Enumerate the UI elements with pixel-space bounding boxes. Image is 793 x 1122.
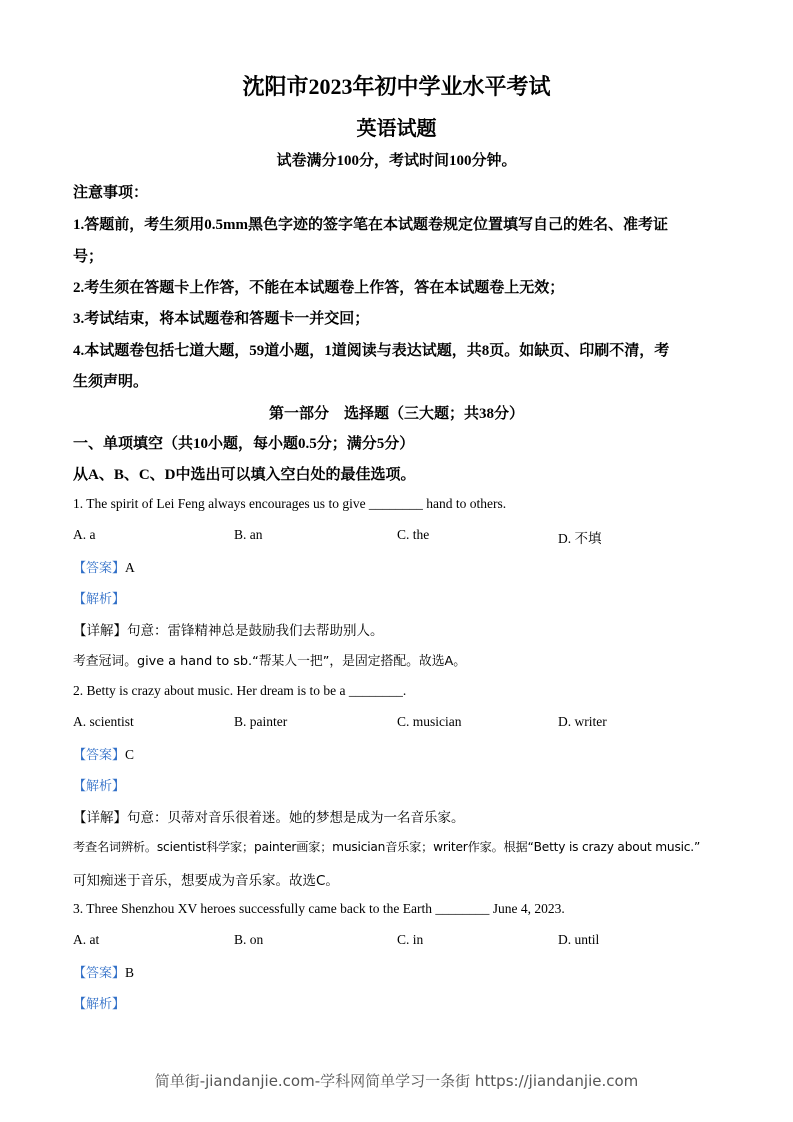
notes-heading: 注意事项： [73, 185, 149, 201]
question-3-stem: 3. Three Shenzhou XV heroes successfully came back to the Earth ________ June 4, 2023. [73, 901, 565, 916]
question-1-explanation: 考查冠词。give a hand to sb.“帮某人一把”，是固定搭配。故选A。 [73, 654, 467, 669]
answer-tag: 【答案】 [73, 966, 126, 981]
answer-tag: 【答案】 [73, 561, 126, 576]
question-3-option-a: A. at [73, 932, 100, 947]
detail-tag: 【详解】 [73, 623, 127, 639]
question-1-option-d: D. 不填 [558, 531, 602, 546]
part1-heading: 第一部分 选择题（三大题；共38分） [268, 406, 524, 422]
answer-tag: 【答案】 [73, 748, 126, 763]
analysis-tag: 【解析】 [73, 997, 126, 1012]
question-2-option-c: C. musician [397, 714, 462, 729]
note-item-3: 3.考试结束，将本试题卷和答题卡一并交回； [73, 311, 370, 327]
question-2-option-d: D. writer [558, 714, 607, 729]
analysis-tag: 【解析】 [73, 779, 126, 794]
question-3-option-d: D. until [558, 932, 600, 947]
question-2-stem: 2. Betty is crazy about music. Her dream is to be a ________. [73, 683, 407, 698]
note-item-1-line-1: 1.答题前，考生须用0.5mm黑色字迹的签字笔在本试题卷规定位置填写自己的姓名、准考证 [73, 217, 668, 233]
section1-instruction: 从A、B、C、D中选出可以填入空白处的最佳选项。 [73, 467, 416, 483]
question-3-option-c: C. in [397, 932, 424, 947]
answer-value: A [125, 560, 135, 575]
note-item-2: 2.考生须在答题卡上作答，不能在本试题卷上作答，答在本试题卷上无效； [73, 280, 565, 296]
answer-value: C [125, 747, 135, 762]
question-3-analysis [73, 993, 125, 1013]
section1-heading: 一、单项填空（共10小题，每小题0.5分；满分5分） [73, 436, 415, 452]
question-1-stem: 1. The spirit of Lei Feng always encourages us to give ________ hand to others. [73, 496, 507, 511]
question-2-analysis [73, 775, 125, 795]
question-1-answer [73, 557, 135, 577]
question-2-option-b: B. painter [234, 714, 288, 729]
question-2-option-a: A. scientist [73, 714, 134, 729]
subject-title: 英语试题 [356, 118, 437, 140]
detail-tag: 【详解】 [73, 810, 127, 826]
note-item-1-line-2: 号； [73, 249, 104, 265]
question-1-option-a: A. a [73, 527, 96, 542]
question-1-detail [73, 619, 384, 639]
analysis-tag: 【解析】 [73, 592, 126, 607]
question-2-explanation-line-2: 可知痴迷于音乐，想要成为音乐家。故选C。 [73, 873, 339, 889]
exam-title: 沈阳市2023年初中学业水平考试 [242, 74, 551, 99]
exam-subtitle: 试卷满分100分，考试时间100分钟。 [276, 153, 517, 169]
question-1-option-c: C. the [397, 527, 430, 542]
page-footer-watermark: 简单街-jiandanjie.com-学科网简单学习一条街 https://jiandanjie.com [154, 1072, 639, 1090]
question-2-answer [73, 744, 134, 764]
note-item-4-line-1: 4.本试题卷包括七道大题，59道小题，1道阅读与表达试题，共8页。如缺页、印刷不清，考 [73, 343, 670, 359]
question-3-option-b: B. on [234, 932, 264, 947]
detail-text: 句意：雷锋精神总是鼓励我们去帮助别人。 [127, 623, 384, 639]
question-2-explanation-line-1: 考查名词辨析。scientist科学家；painter画家；musician音乐家；writer作家。根据“Betty is crazy about music.” [73, 840, 701, 854]
note-item-4-line-2: 生须声明。 [73, 374, 149, 390]
detail-text: 句意：贝蒂对音乐很着迷。她的梦想是成为一名音乐家。 [127, 810, 465, 826]
question-3-answer [73, 962, 134, 982]
question-1-option-b: B. an [234, 527, 263, 542]
question-2-detail [73, 806, 465, 826]
answer-value: B [125, 965, 135, 980]
question-1-analysis [73, 588, 125, 608]
